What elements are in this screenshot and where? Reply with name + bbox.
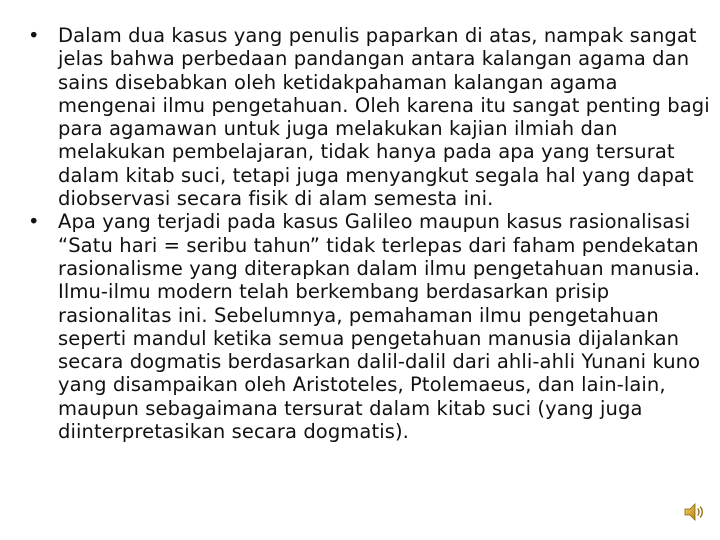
speaker-icon[interactable] <box>682 500 706 524</box>
bullet-list <box>28 24 712 443</box>
bullet-text: Apa yang terjadi pada kasus Galileo maupun kasus rasionalisasi “Satu hari = seribu tahun” tidak terlepas dari faham pendekatan rasionalisme yang diterapkan dalam ilmu pengetahuan manusia. Ilmu-ilmu modern telah berkembang berdasarkan prisip rasionalitas ini. Sebelumnya, pemahaman ilmu pengetahuan seperti mandul ketika semua pengetahuan manusia dijalankan secara dogmatis berdasarkan dalil-dalil dari ahli-ahli Yunani kuno yang disampaikan oleh Aristoteles, Ptolemaeus, dan lain-lain, maupun sebagaimana tersurat dalam kitab suci (yang juga diinterpretasikan secara dogmatis). <box>58 210 701 444</box>
bullet-text: Dalam dua kasus yang penulis paparkan di atas, nampak sangat jelas bahwa perbedaan pandangan antara kalangan agama dan sains disebabkan oleh ketidakpahaman kalangan agama mengenai ilmu pengetahuan. Oleh karena itu sangat penting bagi para agamawan untuk juga melakukan kajian ilmiah dan melakukan pembelajaran, tidak hanya pada apa yang tersurat dalam kitab suci, tetapi juga menyangkut segala hal yang dapat diobservasi secara fisik di alam semesta ini. <box>58 24 710 211</box>
speaker-icon-graphic <box>682 500 706 524</box>
bullet-marker: • <box>28 210 40 234</box>
bullet-item <box>28 24 712 210</box>
bullet-item <box>28 210 712 443</box>
bullet-marker: • <box>28 24 40 47</box>
